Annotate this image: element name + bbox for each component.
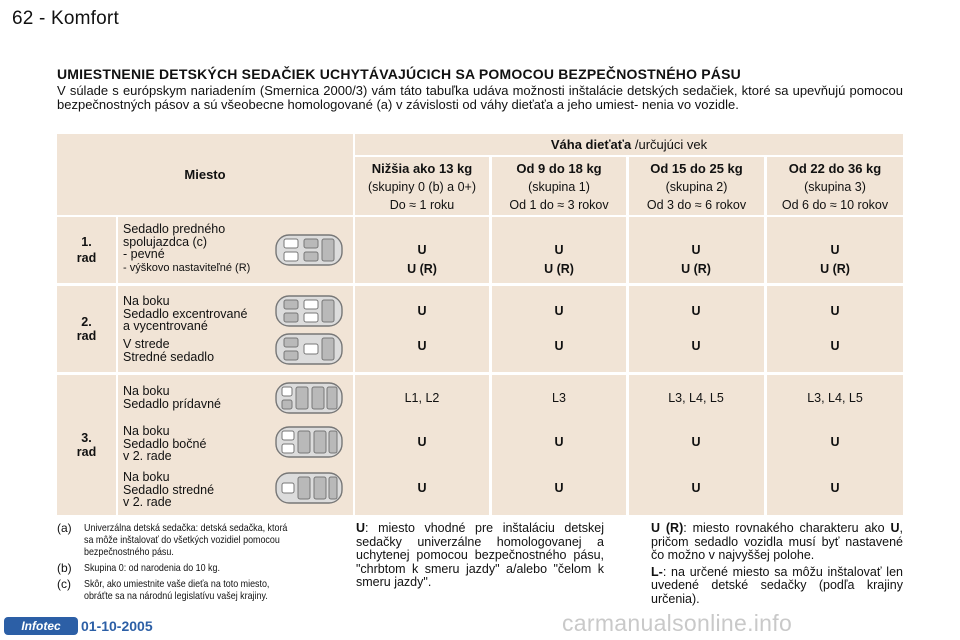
place-header-cell: [57, 134, 353, 215]
value-cell: [492, 375, 626, 515]
value: L3, L4, L5: [807, 391, 863, 405]
seat-note: - výškovo nastaviteľné (R): [123, 262, 251, 274]
section-title: UMIESTNENIE DETSKÝCH SEDAČIEK UCHYTÁVAJÚCICH SA POMOCOU BEZPEČNOSTNÉHO PÁSU: [57, 66, 741, 82]
value-cell: [767, 286, 903, 372]
value: U: [691, 481, 701, 495]
group-label: Nižšia ako 13 kg: [371, 160, 473, 176]
value: U: [417, 435, 427, 449]
value-cell: [355, 217, 489, 283]
car-seat-diagram-icon: [274, 381, 344, 415]
value-cell: [492, 217, 626, 283]
row-number: 2.: [81, 315, 92, 329]
seat-description: Na boku Sedadlo excentrované a vycentrované: [123, 294, 248, 333]
value: U: [691, 435, 701, 449]
legend-u: U: miesto vhodné pre inštaláciu detskej sedačky univerzálne homologovanej a uchytenej pomocou bezpečnostného pásu, "chrbtom k smeru jazdy" a/alebo "čelom k smeru jazdy".: [356, 521, 604, 589]
value-cell: [629, 217, 764, 283]
value-cell: [492, 286, 626, 372]
value: U U (R): [681, 243, 711, 276]
group-age: Do ≈ 1 roku: [389, 197, 455, 212]
group-age: Od 3 do ≈ 6 rokov: [646, 197, 747, 212]
weight-header: Váha dieťaťa /určujúci vek: [550, 137, 708, 152]
group-age: Od 1 do ≈ 3 rokov: [509, 197, 609, 212]
value-cell: [355, 286, 489, 372]
value: L1, L2: [404, 391, 440, 405]
value: U: [554, 339, 564, 353]
legend-ur: U (R): miesto rovnakého charakteru ako U, pričom sedadlo vozidla musí byť nastavené čo možno v najvyššej polohe. L-: na určené miesto sa môžu inštalovať len uvedené detské sedačky (podľa krajiny určenia).: [651, 521, 903, 606]
seat-cell-row1: [118, 217, 353, 283]
value: U: [417, 304, 427, 318]
value: L3, L4, L5: [668, 391, 724, 405]
row-label-2: [57, 286, 116, 372]
car-seat-diagram-icon: [274, 294, 344, 328]
group-sub: (skupina 3): [804, 179, 866, 194]
row-word: rad: [76, 445, 97, 459]
page-header: 62 - Komfort: [12, 8, 119, 29]
footnotes: [57, 522, 329, 606]
value-cell: [767, 375, 903, 515]
value-cell: [629, 375, 764, 515]
weight-header-cell: [355, 134, 903, 155]
value: U: [417, 481, 427, 495]
group-age: Od 6 do ≈ 10 rokov: [781, 197, 889, 212]
seat-description: Na boku Sedadlo stredné v 2. rade: [123, 470, 215, 509]
infotec-logo: Infotec: [4, 617, 78, 635]
value: U: [830, 339, 840, 353]
group-header: [492, 157, 626, 215]
legend-l: L-: na určené miesto sa môžu inštalovať len uvedené detské sedačky (podľa krajiny určenia).: [651, 564, 903, 606]
group-label: Od 15 do 25 kg: [650, 160, 743, 176]
row-label-3: [57, 375, 116, 515]
group-label: Od 9 do 18 kg: [516, 160, 602, 176]
value: U U (R): [407, 243, 437, 276]
value: U: [691, 304, 701, 318]
group-sub: (skupina 2): [665, 179, 728, 194]
value: U: [830, 435, 840, 449]
value: U: [691, 339, 701, 353]
group-sub: (skupina 1): [528, 179, 590, 194]
car-seat-diagram-icon: [274, 425, 344, 459]
value: U: [830, 481, 840, 495]
row-number: 3.: [81, 431, 92, 445]
seat-description: Na boku Sedadlo bočné v 2. rade: [123, 424, 207, 463]
seat-description: Na boku Sedadlo prídavné: [123, 384, 221, 411]
value: U: [554, 481, 564, 495]
seat-description: V strede Stredné sedadlo: [123, 337, 215, 364]
row-word: rad: [76, 329, 97, 343]
value-cell: [355, 375, 489, 515]
place-header: Miesto: [184, 167, 226, 182]
value-cell: [767, 217, 903, 283]
group-header: [355, 157, 489, 215]
car-seat-diagram-icon: [274, 471, 344, 505]
row-number: 1.: [81, 235, 92, 249]
car-seat-diagram-icon: [274, 332, 344, 366]
footnote: (b) Skupina 0: od narodenia do 10 kg.: [57, 561, 220, 575]
value-cell: [629, 286, 764, 372]
group-sub: (skupiny 0 (b) a 0+): [367, 179, 477, 194]
seat-description: Sedadlo predného spolujazdca (c) - pevné: [123, 222, 226, 261]
car-seat-diagram-icon: [274, 233, 344, 267]
value: U: [554, 304, 564, 318]
value: U U (R): [820, 243, 850, 276]
seat-cell-row3: [118, 375, 353, 515]
value: U: [417, 339, 427, 353]
value: U: [554, 435, 564, 449]
value: U: [830, 304, 840, 318]
row-word: rad: [76, 251, 97, 265]
footnote: (c) Skôr, ako umiestnite vaše dieťa na toto miesto, obráťte sa na národnú legislatívu vašej krajiny.: [57, 577, 270, 602]
footnote: (a) Univerzálna detská sedačka: detská sedačka, ktorá sa môže inštalovať do všetkých vozidiel pomocou bezpečnostného pásu.: [57, 521, 288, 558]
print-date: 01-10-2005: [81, 618, 153, 634]
value: U U (R): [544, 243, 574, 276]
value: L3: [552, 391, 566, 405]
seat-cell-row2: [118, 286, 353, 372]
intro-paragraph: V súlade s európskym nariadením (Smernica 2000/3) vám táto tabuľka udáva možnosti inštalácie detských sedačiek, ktoré sa upevňujú pomocou bezpečnostných pásov a sú všeobecne homologované (a) v závislosti od váhy dieťaťa a jeho umiest- nenia vo vozidle.: [57, 83, 903, 112]
group-label: Od 22 do 36 kg: [788, 160, 882, 176]
group-header: [767, 157, 903, 215]
group-header: [629, 157, 764, 215]
watermark: carmanualsonline.info: [562, 610, 793, 636]
row-label-1: [57, 217, 116, 283]
